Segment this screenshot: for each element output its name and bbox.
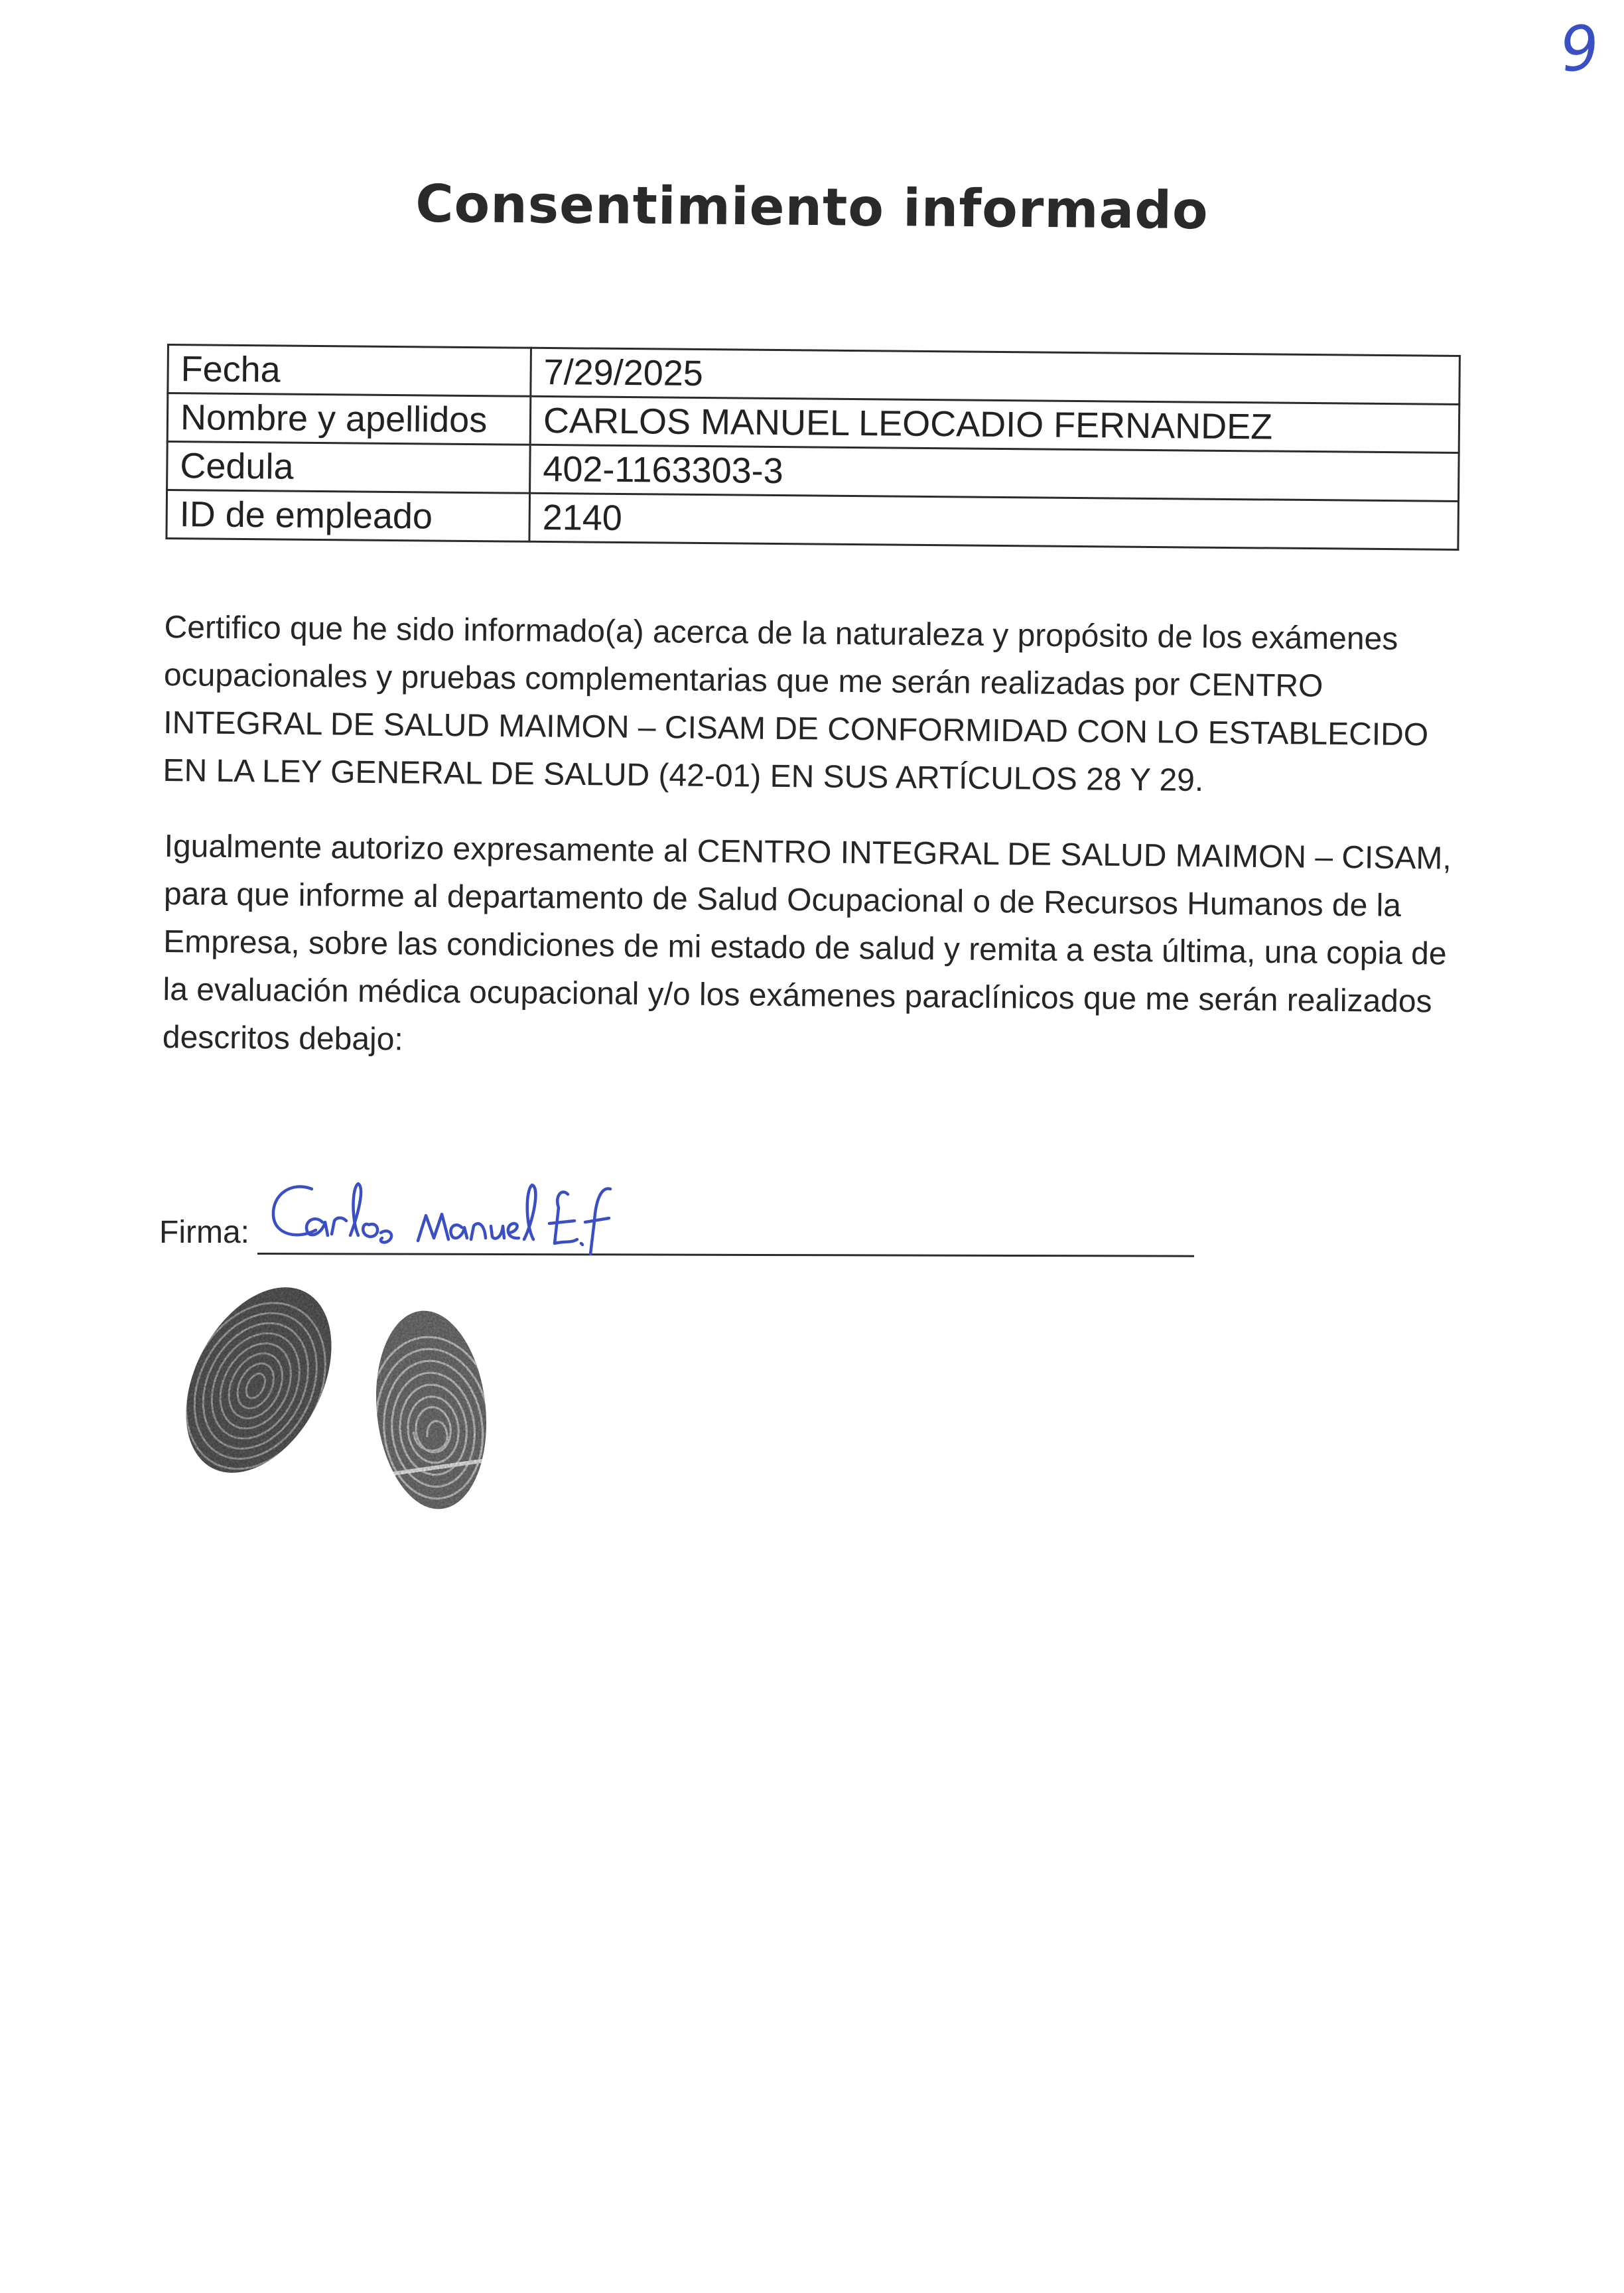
table-row — [167, 490, 1459, 550]
handwritten-signature — [259, 1174, 823, 1261]
row-label-nombre: Nombre y apellidos — [167, 393, 531, 445]
signature-label: Firma: — [159, 1215, 249, 1250]
authorization-paragraph: Igualmente autorizo expresamente al CENTRO INTEGRAL DE SALUD MAIMON – CISAM, para que informe al departamento de Salud Ocupacional o de Recursos Humanos de la Empresa, sobre las condiciones de mi estado de salud y remita a esta última, una copia de la evaluación médica ocupacional y/o los exámenes paraclínicos que me serán realizados descritos debajo: — [162, 828, 1452, 1058]
signature-section — [159, 1181, 1194, 1261]
certification-paragraph: Certifico que he sido informado(a) acerca de la naturaleza y propósito de los exámenes ocupacionales y pruebas complementarias que me serán realizadas por CENTRO INTEGRAL DE SALUD MAIMON – CISAM DE CONFORMIDAD CON LO ESTABLECIDO EN LA LEY GENERAL DE SALUD (42-01) EN SUS ARTÍCULOS 28 Y 29. — [163, 609, 1429, 799]
row-label-id-empleado: ID de empleado — [167, 490, 530, 542]
page-number: 9 — [1556, 11, 1603, 86]
row-value-id-empleado: 2140 — [529, 493, 1459, 549]
document-title: Consentimiento informado — [415, 174, 1209, 242]
row-value-nombre: CARLOS MANUEL LEOCADIO FERNANDEZ — [530, 396, 1459, 452]
row-value-fecha: 7/29/2025 — [531, 348, 1460, 404]
fingerprint-right — [356, 1304, 508, 1529]
info-table — [165, 344, 1461, 551]
fingerprints — [172, 1261, 544, 1539]
row-value-cedula: 402-1163303-3 — [530, 445, 1459, 501]
row-label-cedula: Cedula — [167, 442, 531, 494]
row-label-fecha: Fecha — [168, 345, 531, 397]
fingerprint-left — [172, 1262, 362, 1497]
